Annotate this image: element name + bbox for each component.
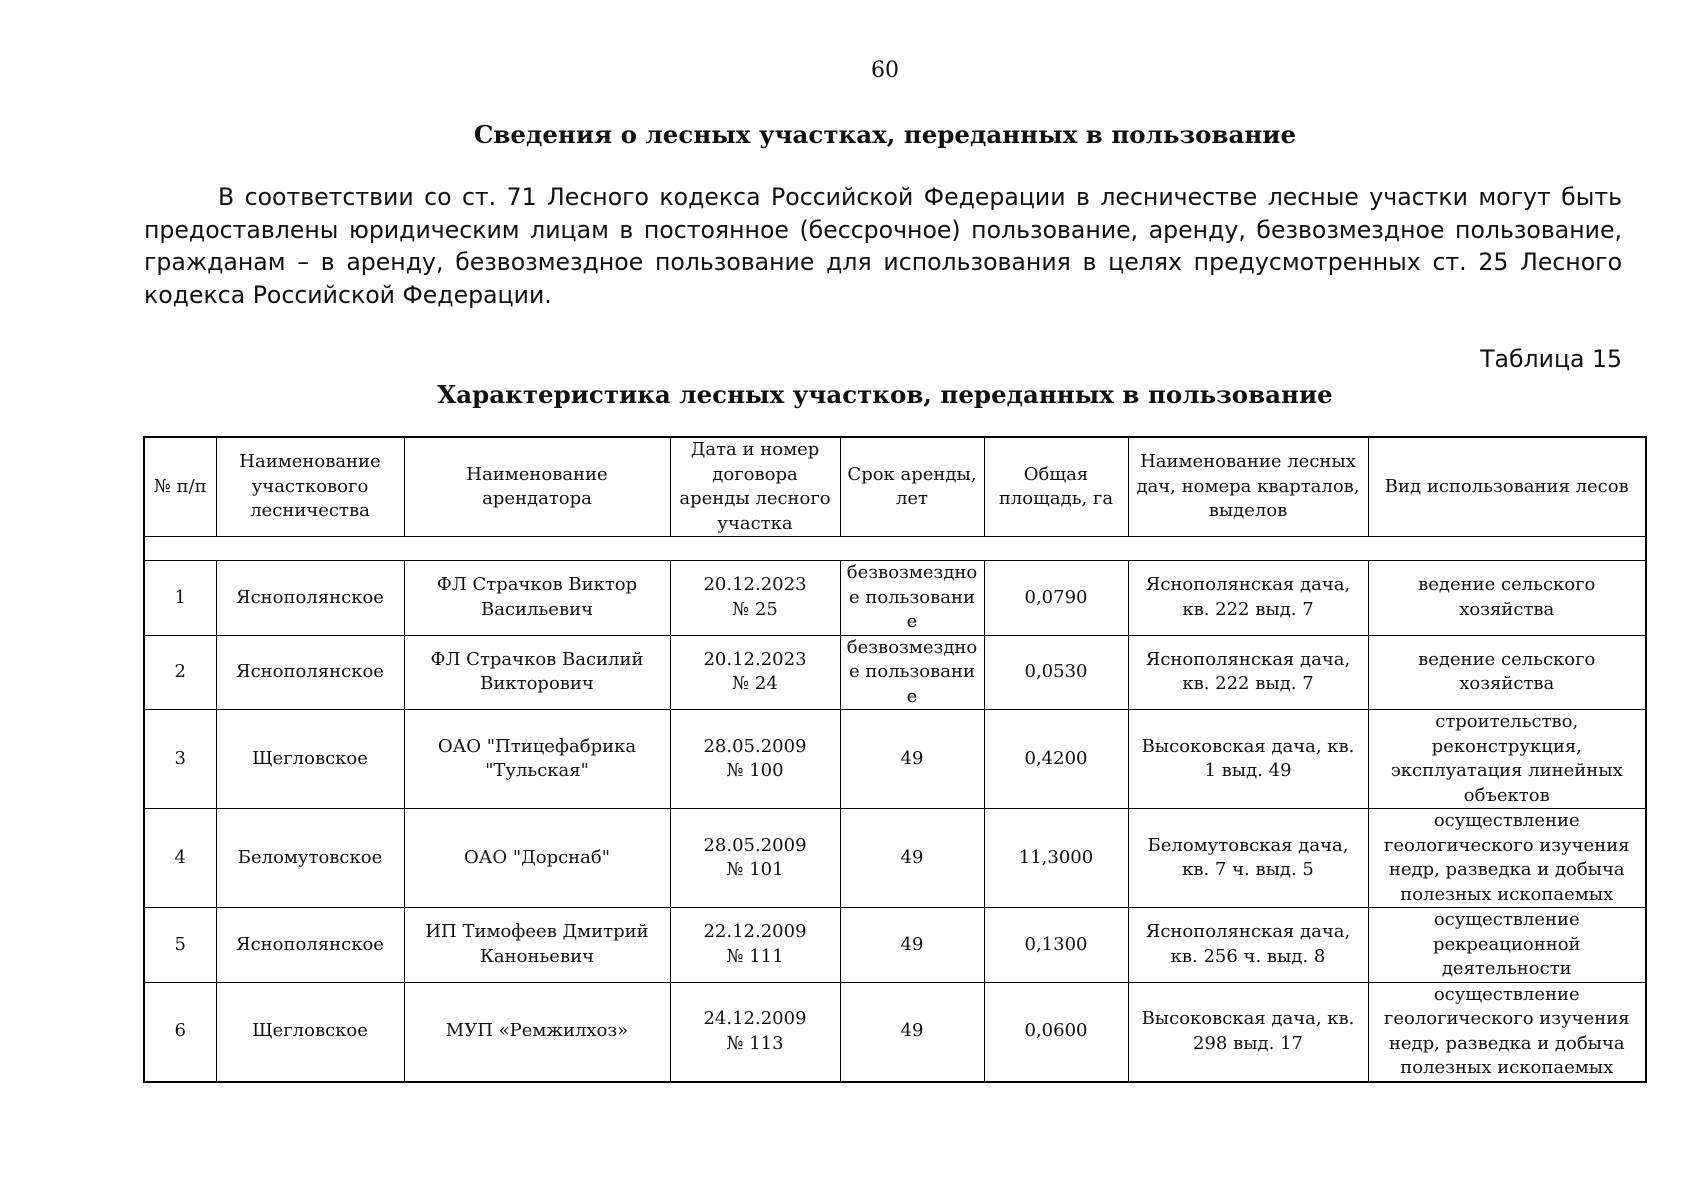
header-location: Наименование лесных дач, номера кварталов, выделов — [1128, 437, 1368, 537]
cell-location: Яснополянская дача, кв. 256 ч. выд. 8 — [1128, 908, 1368, 983]
cell-num: 6 — [144, 982, 216, 1082]
cell-area: 0,0530 — [984, 635, 1128, 710]
cell-tenant: ОАО "Птицефабрика "Тульская" — [404, 710, 670, 809]
cell-location: Беломутовская дача, кв. 7 ч. выд. 5 — [1128, 809, 1368, 908]
table-spacer-row — [144, 537, 1646, 561]
cell-location: Высоковская дача, кв. 298 выд. 17 — [1128, 982, 1368, 1082]
cell-term: 49 — [840, 710, 984, 809]
contract-number: № 101 — [726, 859, 784, 880]
contract-date: 28.05.2009 — [703, 735, 807, 757]
intro-paragraph: В соответствии со ст. 71 Лесного кодекса Российской Федерации в лесничестве лесные участки могут быть предоставлены юридическим лицам в постоянное (бессрочное) пользование, аренду, безвозмездное пользование, гражданам – в аренду, безвозмездное пользование для использования в целях предусмотренных ст. 25 Лесного кодекса Российской Федерации. — [144, 183, 1622, 310]
cell-contract — [670, 908, 840, 983]
cell-contract — [670, 710, 840, 809]
cell-usage: ведение сельского хозяйства — [1368, 635, 1646, 710]
header-area: Общая площадь, га — [984, 437, 1128, 537]
cell-contract — [670, 982, 840, 1082]
table-row — [144, 710, 1646, 809]
cell-usage: строительство, реконструкция, эксплуатация линейных объектов — [1368, 710, 1646, 809]
contract-number: № 100 — [726, 760, 784, 781]
cell-tenant: ОАО "Дорснаб" — [404, 809, 670, 908]
cell-usage: осуществление геологического изучения недр, разведка и добыча полезных ископаемых — [1368, 982, 1646, 1082]
contract-date: 28.05.2009 — [703, 834, 807, 856]
table-row — [144, 908, 1646, 983]
contract-date: 20.12.2023 — [703, 574, 807, 596]
cell-area: 0,1300 — [984, 908, 1128, 983]
cell-num: 3 — [144, 710, 216, 809]
table-row — [144, 635, 1646, 710]
cell-term: 49 — [840, 982, 984, 1082]
cell-location: Яснополянская дача, кв. 222 выд. 7 — [1128, 561, 1368, 636]
header-num: № п/п — [144, 437, 216, 537]
contract-number: № 111 — [726, 945, 784, 967]
table-title: Характеристика лесных участков, переданных в пользование — [437, 380, 1333, 409]
cell-num: 1 — [144, 561, 216, 636]
cell-area: 0,4200 — [984, 710, 1128, 809]
contract-number: № 113 — [726, 1032, 784, 1054]
cell-forestry: Беломутовское — [216, 809, 404, 908]
cell-area: 11,3000 — [984, 809, 1128, 908]
cell-forestry: Щегловское — [216, 982, 404, 1082]
cell-contract — [670, 635, 840, 710]
cell-usage: осуществление геологического изучения недр, разведка и добыча полезных ископаемых — [1368, 809, 1646, 908]
cell-forestry: Яснополянское — [216, 908, 404, 983]
cell-num: 2 — [144, 635, 216, 710]
contract-date: 22.12.2009 — [703, 921, 807, 943]
cell-usage: осуществление рекреационной деятельности — [1368, 908, 1646, 983]
header-tenant: Наименование арендатора — [404, 437, 670, 537]
contract-date: 20.12.2023 — [703, 648, 807, 670]
cell-forestry: Щегловское — [216, 710, 404, 809]
table-row — [144, 809, 1646, 908]
header-forestry: Наименование участкового лесничества — [216, 437, 404, 537]
cell-tenant: ИП Тимофеев Дмитрий Каноньевич — [404, 908, 670, 983]
cell-term: безвозмездное пользование — [840, 635, 984, 710]
header-term: Срок аренды, лет — [840, 437, 984, 537]
cell-contract — [670, 561, 840, 636]
cell-location: Яснополянская дача, кв. 222 выд. 7 — [1128, 635, 1368, 710]
header-usage: Вид использования лесов — [1368, 437, 1646, 537]
table-label: Таблица 15 — [1480, 345, 1622, 373]
forest-plots-table — [143, 436, 1647, 1083]
contract-number: № 25 — [732, 598, 778, 620]
table-row — [144, 982, 1646, 1082]
header-contract: Дата и номер договора аренды лесного участка — [670, 437, 840, 537]
cell-area: 0,0790 — [984, 561, 1128, 636]
contract-number: № 24 — [732, 673, 778, 695]
cell-forestry: Яснополянское — [216, 635, 404, 710]
cell-num: 5 — [144, 908, 216, 983]
cell-location: Высоковская дача, кв. 1 выд. 49 — [1128, 710, 1368, 809]
cell-forestry: Яснополянское — [216, 561, 404, 636]
cell-term: 49 — [840, 908, 984, 983]
page-number: 60 — [871, 58, 899, 83]
cell-term: безвозмездное пользование — [840, 561, 984, 636]
cell-contract — [670, 809, 840, 908]
contract-date: 24.12.2009 — [703, 1008, 807, 1029]
section-title: Сведения о лесных участках, переданных в пользование — [473, 120, 1297, 149]
cell-term: 49 — [840, 809, 984, 908]
table-row — [144, 561, 1646, 636]
cell-tenant: ФЛ Страчков Василий Викторович — [404, 635, 670, 710]
cell-num: 4 — [144, 809, 216, 908]
cell-tenant: МУП «Ремжилхоз» — [404, 982, 670, 1082]
cell-area: 0,0600 — [984, 982, 1128, 1082]
cell-tenant: ФЛ Страчков Виктор Васильевич — [404, 561, 670, 636]
cell-usage: ведение сельского хозяйства — [1368, 561, 1646, 636]
table-header-row — [144, 437, 1646, 537]
spacer-cell — [144, 537, 1646, 561]
